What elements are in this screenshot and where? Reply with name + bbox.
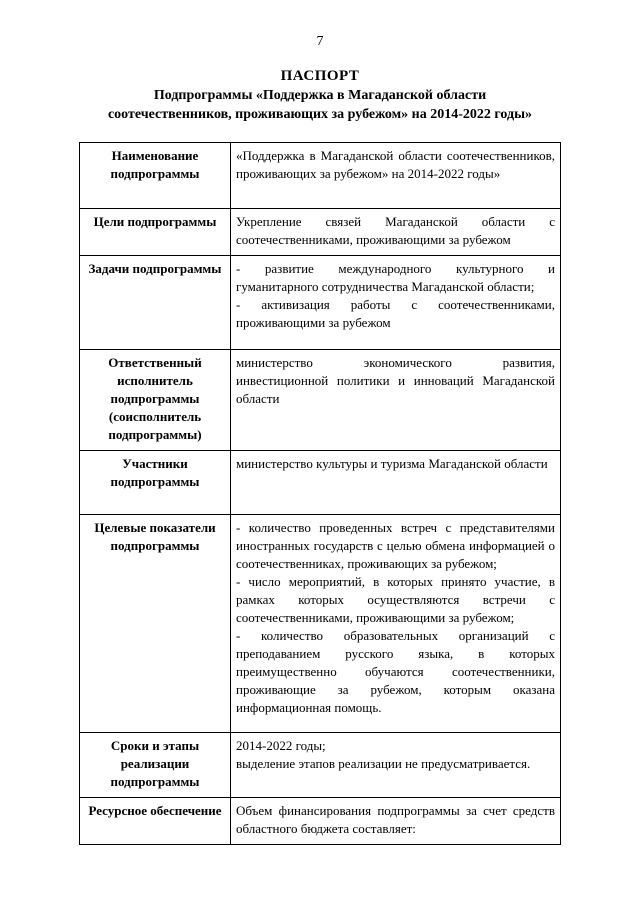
table-row	[80, 515, 561, 733]
row-label-name: Наименование подпрограммы	[80, 143, 231, 209]
page-number: 7	[316, 34, 324, 49]
table-row	[80, 451, 561, 515]
row-value-indicators	[231, 515, 561, 733]
row-value-line: - количество образовательных организаций с преподаванием русского языка, в которых преимущественно обучаются соотечественники, проживающие за рубежом, которым оказана информационная помощь.	[236, 628, 555, 715]
row-value-terms	[231, 733, 561, 798]
passport-table	[79, 142, 561, 845]
row-label-indicators: Целевые показатели подпрограммы	[80, 515, 231, 733]
row-value-line: - число мероприятий, в которых принято участие, в рамках которых осуществляются встречи с соотечественниками, проживающими за рубежом;	[236, 574, 555, 625]
row-value-line: Укрепление связей Магаданской области с соотечественниками, проживающими за рубежом	[236, 214, 555, 247]
table-row	[80, 143, 561, 209]
row-value-name	[231, 143, 561, 209]
row-value-resources	[231, 798, 561, 845]
table-row	[80, 350, 561, 451]
row-value-line: 2014-2022 годы;	[236, 738, 326, 753]
row-label-tasks: Задачи подпрограммы	[80, 256, 231, 350]
row-label-goals: Цели подпрограммы	[80, 209, 231, 256]
row-value-line: «Поддержка в Магаданской области соотечественников, проживающих за рубежом» на 2014-2022 годы»	[236, 148, 555, 181]
row-label-participants: Участники подпрограммы	[80, 451, 231, 515]
table-row	[80, 209, 561, 256]
row-value-line: - количество проведенных встреч с представителями иностранных государств с целью обмена информацией о соотечественниках, проживающих за рубежом;	[236, 520, 555, 571]
page-title: ПАСПОРТ	[280, 68, 360, 84]
table-row	[80, 798, 561, 845]
row-value-responsible	[231, 350, 561, 451]
table-row	[80, 256, 561, 350]
row-value-line: Объем финансирования подпрограммы за счет средств областного бюджета составляет:	[236, 803, 555, 836]
row-value-line: - развитие международного культурного и гуманитарного сотрудничества Магаданской области;	[236, 261, 555, 294]
row-label-responsible: Ответственный исполнитель подпрограммы (соисполнитель подпрограммы)	[80, 350, 231, 451]
row-label-resources: Ресурсное обеспечение	[80, 798, 231, 845]
row-value-participants	[231, 451, 561, 515]
row-value-line: выделение этапов реализации не предусматривается.	[236, 756, 531, 771]
row-value-tasks	[231, 256, 561, 350]
row-value-line: министерство экономического развития, инвестиционной политики и инноваций Магаданской области	[236, 355, 555, 406]
row-label-terms: Сроки и этапы реализации подпрограммы	[80, 733, 231, 798]
row-value-line: министерство культуры и туризма Магаданской области	[236, 456, 548, 471]
row-value-line: - активизация работы с соотечественниками, проживающими за рубежом	[236, 297, 555, 330]
subtitle-line-1: Подпрограммы «Поддержка в Магаданской области	[153, 88, 487, 103]
subtitle-line-2: соотечественников, проживающих за рубежом» на 2014-2022 годы»	[107, 107, 533, 122]
table-row	[80, 733, 561, 798]
row-value-goals	[231, 209, 561, 256]
